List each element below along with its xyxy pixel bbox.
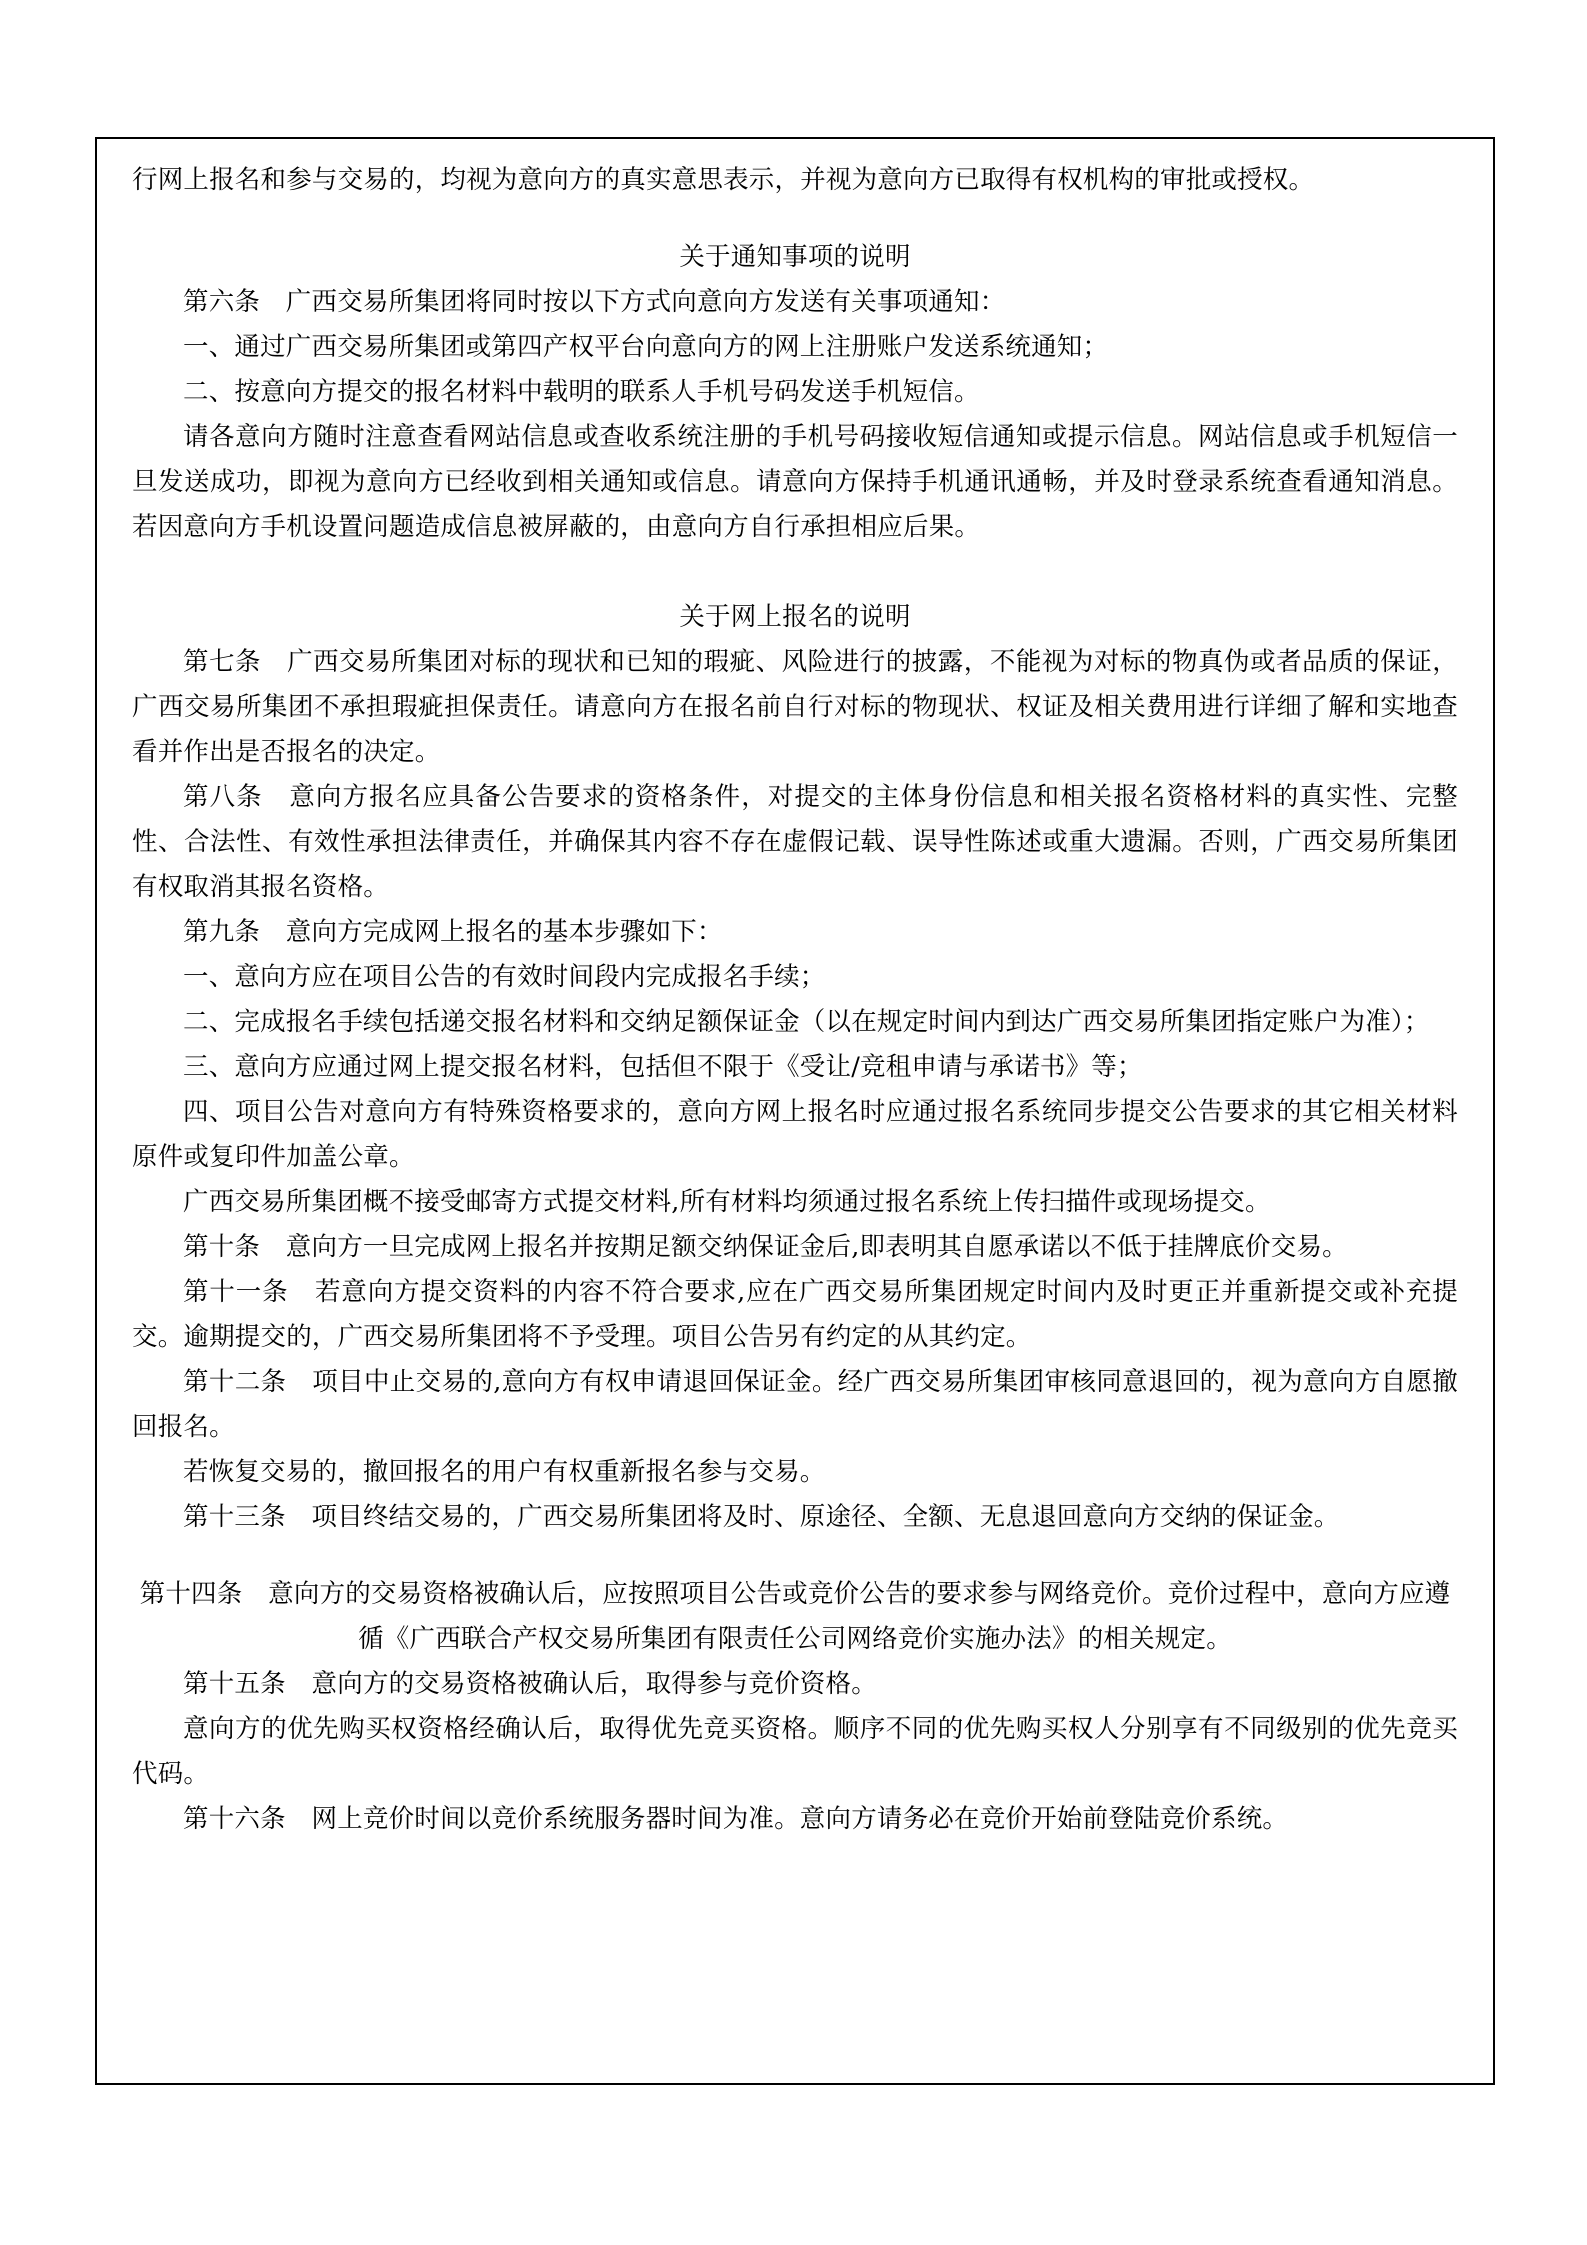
paragraph: 二、完成报名手续包括递交报名材料和交纳足额保证金（以在规定时间内到达广西交易所集团指定账户为准）；: [183, 1007, 1430, 1037]
paragraph: 第十五条 意向方的交易资格被确认后，取得参与竞价资格。: [183, 1669, 877, 1699]
paragraph: 行网上报名和参与交易的，均视为意向方的真实意思表示，并视为意向方已取得有权机构的审批或授权。: [132, 165, 1315, 195]
paragraph: 第九条 意向方完成网上报名的基本步骤如下：: [183, 917, 723, 947]
spacer: [132, 203, 1458, 235]
section-heading-online-bidding: 第十四条 意向方的交易资格被确认后，应按照项目公告或竞价公告的要求参与网络竞价。竞价过程中，意向方应遵循《广西联合产权交易所集团有限责任公司网络竞价实施办法》的相关规定。: [139, 1579, 1451, 1654]
paragraph: 三、意向方应通过网上提交报名材料，包括但不限于《受让/竞租申请与承诺书》等；: [183, 1052, 1143, 1082]
paragraph: 请各意向方随时注意查看网站信息或查收系统注册的手机号码接收短信通知或提示信息。网站信息或手机短信一旦发送成功，即视为意向方已经收到相关通知或信息。请意向方保持手机通讯通畅，并及时登录系统查看通知消息。若因意向方手机设置问题造成信息被屏蔽的，由意向方自行承担相应后果。: [132, 422, 1458, 542]
paragraph: 若恢复交易的，撤回报名的用户有权重新报名参与交易。: [183, 1457, 826, 1487]
paragraph: 广西交易所集团概不接受邮寄方式提交材料,所有材料均须通过报名系统上传扫描件或现场提交。: [183, 1187, 1271, 1217]
spacer: [132, 1540, 1458, 1572]
paragraph: 第十三条 项目终结交易的，广西交易所集团将及时、原途径、全额、无息退回意向方交纳的保证金。: [183, 1502, 1340, 1532]
paragraph: 一、通过广西交易所集团或第四产权平台向意向方的网上注册账户发送系统通知；: [183, 332, 1109, 362]
paragraph: 第十一条 若意向方提交资料的内容不符合要求,应在广西交易所集团规定时间内及时更正并重新提交或补充提交。逾期提交的，广西交易所集团将不予受理。项目公告另有约定的从其约定。: [132, 1277, 1458, 1352]
section-heading-online-registration: 关于网上报名的说明: [679, 602, 911, 632]
paragraph: 四、项目公告对意向方有特殊资格要求的，意向方网上报名时应通过报名系统同步提交公告要求的其它相关材料原件或复印件加盖公章。: [132, 1097, 1458, 1172]
paragraph: 第十二条 项目中止交易的,意向方有权申请退回保证金。经广西交易所集团审核同意退回的，视为意向方自愿撤回报名。: [132, 1367, 1458, 1442]
paragraph: 第八条 意向方报名应具备公告要求的资格条件，对提交的主体身份信息和相关报名资格材料的真实性、完整性、合法性、有效性承担法律责任，并确保其内容不存在虚假记载、误导性陈述或重大遗漏。否则，广西交易所集团有权取消其报名资格。: [132, 782, 1458, 902]
paragraph: 第六条 广西交易所集团将同时按以下方式向意向方发送有关事项通知：: [183, 287, 1006, 317]
paragraph: 第十六条 网上竞价时间以竞价系统服务器时间为准。意向方请务必在竞价开始前登陆竞价系统。: [183, 1804, 1289, 1834]
paragraph: 第十条 意向方一旦完成网上报名并按期足额交纳保证金后,即表明其自愿承诺以不低于挂牌底价交易。: [183, 1232, 1348, 1262]
paragraph: 一、意向方应在项目公告的有效时间段内完成报名手续；: [183, 962, 826, 992]
spacer: [132, 550, 1458, 595]
paragraph: 二、按意向方提交的报名材料中载明的联系人手机号码发送手机短信。: [183, 377, 980, 407]
section-heading-notice: 关于通知事项的说明: [679, 242, 911, 272]
paragraph: 意向方的优先购买权资格经确认后，取得优先竞买资格。顺序不同的优先购买权人分别享有不同级别的优先竞买代码。: [132, 1714, 1458, 1789]
paragraph: 第七条 广西交易所集团对标的现状和已知的瑕疵、风险进行的披露，不能视为对标的物真伪或者品质的保证，广西交易所集团不承担瑕疵担保责任。请意向方在报名前自行对标的物现状、权证及相关费用进行详细了解和实地查看并作出是否报名的决定。: [132, 647, 1458, 767]
document-body: [110, 148, 1480, 1842]
